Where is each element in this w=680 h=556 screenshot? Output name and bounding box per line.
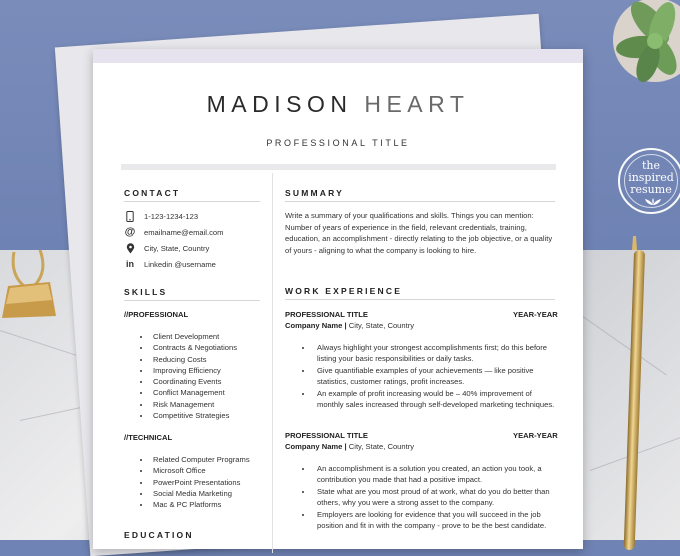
professional-skills-heading: //PROFESSIONAL bbox=[124, 310, 189, 319]
job-years: YEAR-YEAR bbox=[513, 310, 558, 319]
phone-icon bbox=[124, 210, 136, 222]
contact-location bbox=[124, 242, 209, 254]
linkedin-icon: in bbox=[126, 259, 134, 269]
phone-text: 1-123-1234-123 bbox=[144, 211, 199, 221]
list-item: • Coordinating Events bbox=[151, 376, 237, 387]
company-location: City, State, Country bbox=[348, 442, 415, 451]
list-item: • Improving Efficiency bbox=[151, 365, 237, 376]
job-bullets bbox=[291, 342, 559, 411]
list-item: • Related Computer Programs bbox=[151, 454, 250, 465]
list-item: • Microsoft Office bbox=[151, 465, 250, 476]
email-text: emailname@email.com bbox=[144, 227, 224, 237]
list-item: • Always highlight your strongest accomplishments first; do this before listing your basic responsibilities or daily tasks. bbox=[313, 342, 559, 364]
list-item: • An accomplishment is a solution you created, an action you took, a contribution you made that had a positive impact. bbox=[313, 463, 559, 485]
leaf-icon bbox=[644, 198, 662, 206]
list-item: • State what are you most proud of at work, what do you do better than others, why you were a strong asset to the company. bbox=[313, 486, 559, 508]
job-company-line bbox=[285, 321, 414, 330]
list-item: • Give quantifiable examples of your achievements — like positive statistics, customer ratings, profit increases. bbox=[313, 365, 559, 387]
last-name: HEART bbox=[364, 91, 470, 117]
candidate-name bbox=[93, 91, 583, 118]
summary-rule bbox=[285, 201, 555, 202]
professional-title: PROFESSIONAL TITLE bbox=[266, 138, 410, 148]
list-item: • PowerPoint Presentations bbox=[151, 477, 250, 488]
linkedin-text: Linkedin @username bbox=[144, 259, 216, 269]
contact-heading: CONTACT bbox=[124, 188, 181, 198]
technical-skills-heading: //TECHNICAL bbox=[124, 433, 173, 442]
job-bullets bbox=[291, 463, 559, 532]
first-name: MADISON bbox=[206, 91, 353, 117]
contact-phone bbox=[124, 210, 198, 222]
column-divider bbox=[272, 173, 273, 553]
company-name: Company Name bbox=[285, 442, 343, 451]
gold-pen-icon bbox=[620, 236, 648, 556]
list-item: • Competitive Strategies bbox=[151, 410, 237, 421]
work-experience-heading: WORK EXPERIENCE bbox=[285, 286, 403, 296]
professional-skills-list bbox=[137, 331, 237, 421]
job-title: PROFESSIONAL TITLE bbox=[285, 310, 368, 319]
education-heading: EDUCATION bbox=[124, 530, 194, 540]
logo-line-2: inspired bbox=[628, 171, 674, 184]
header-divider bbox=[121, 164, 556, 170]
technical-skills-list bbox=[137, 454, 250, 510]
resume-sheet bbox=[93, 49, 583, 549]
at-sign-icon: @ bbox=[124, 226, 136, 238]
location-text: City, State, Country bbox=[144, 243, 210, 253]
summary-text: Write a summary of your qualifications and skills. Things you can mention: Number of years of experience in the field, relevant credentials, training, education, an accomplishment - directly relating to the job objective, or a quality of yours - aligning to what the company is looking to hire. bbox=[285, 211, 553, 255]
list-item: • Risk Management bbox=[151, 399, 237, 410]
company-separator: | bbox=[344, 442, 347, 451]
list-item: • Conflict Management bbox=[151, 387, 237, 398]
logo-line-3: resume bbox=[630, 183, 672, 196]
contact-linkedin bbox=[124, 258, 216, 270]
list-item: • Mac & PC Platforms bbox=[151, 499, 250, 510]
header-band bbox=[93, 49, 583, 63]
succulent-plant-icon bbox=[600, 0, 680, 95]
logo-line-1: the bbox=[641, 159, 660, 172]
list-item: • Employers are looking for evidence that you will succeed in the job position and fit in with the company - prove to be the best candidate. bbox=[313, 509, 559, 531]
company-location: City, State, Country bbox=[348, 321, 415, 330]
location-pin-icon bbox=[124, 242, 136, 254]
job-company-line bbox=[285, 442, 414, 451]
skills-heading: SKILLS bbox=[124, 287, 168, 297]
list-item: • An example of profit increasing would be – 40% improvement of monthly sales increased through self-developed marketing techniques. bbox=[313, 388, 559, 410]
list-item: • Contracts & Negotiations bbox=[151, 342, 237, 353]
work-rule bbox=[285, 299, 555, 300]
contact-rule bbox=[124, 201, 260, 202]
company-separator: | bbox=[344, 321, 347, 330]
list-item: • Social Media Marketing bbox=[151, 488, 250, 499]
job-title: PROFESSIONAL TITLE bbox=[285, 431, 368, 440]
brand-logo bbox=[618, 148, 680, 214]
summary-heading: SUMMARY bbox=[285, 188, 344, 198]
skills-rule bbox=[124, 300, 260, 301]
company-name: Company Name bbox=[285, 321, 343, 330]
contact-email bbox=[124, 226, 223, 238]
binder-clip-icon bbox=[0, 248, 62, 320]
job-years: YEAR-YEAR bbox=[513, 431, 558, 440]
list-item: • Client Development bbox=[151, 331, 237, 342]
list-item: • Reducing Costs bbox=[151, 354, 237, 365]
